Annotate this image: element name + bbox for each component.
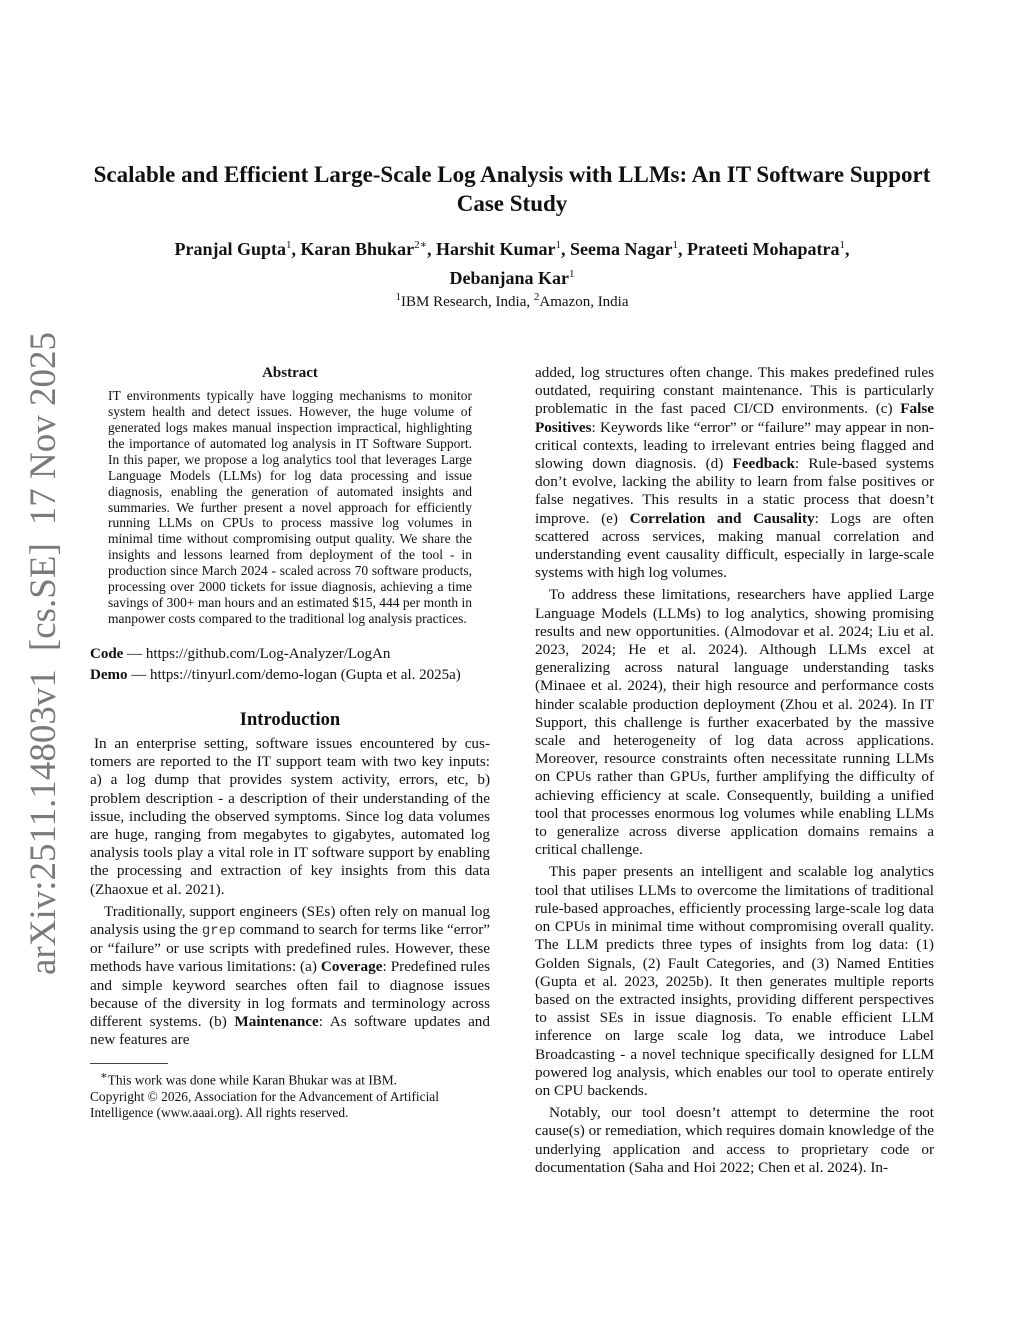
- arxiv-id: arXiv:2511.14803v1: [23, 669, 64, 975]
- grep-command: grep: [201, 923, 236, 940]
- author-name: Prateeti Mohapatra: [687, 239, 840, 259]
- code-link[interactable]: https://github.com/Log-Analyzer/LogAn: [145, 645, 391, 662]
- llm-paragraph: To address these limitations, researchers have applied Large Language Models (LLMs) to log analytics, showing promising results and new opportunities. (Almodovar et al. 2024; Liu et al. 2023, 2024; He et al. 2024). Although LLMs excel at generalizing across natural language understanding tasks (Minaee et al. 2024), their high resource and performance costs hinder scalable production deployment (Zhou et al. 2024). In IT Support, this challenge is further exacerbated by the massive scale and heterogeneity of log data across applications. Moreover, resource constraints often necessitate running LLMs on CPUs rather than GPUs, further amplifying the difficulty of achieving efficiency at scale. Consequently, building a unified tool that processes enormous log volumes while enabling LLMs to generalize across diverse application domains remains a critical challenge.: [535, 586, 934, 859]
- abstract-text: IT environments typically have logging mechanisms to monitor system health and detect issues. However, the huge volume of generated logs makes manual inspection impractical, highlighting the importance of automated log analysis in IT Software Support. In this paper, we propose a log analytics tool that leverages Large Language Models (LLMs) for log data processing and issue diagnosis, enabling the generation of automated insights and summaries. We further present a novel approach for efficiently running LLMs on CPUs to process massive log volumes in minimal time without compromising output quality. We share the insights and lessons learned from deployment of the tool - in production since March 2024 - scaled across 70 software products, processing over 2000 tickets for issue diagnosis, achieving a time savings of 300+ man hours and an estimated $15, 444 per month in manpower costs compared to the traditional log analysis practices.: [108, 388, 472, 626]
- intro-paragraph-1: In an enterprise setting, software issues encountered by customers are reported to the IT support team with two key inputs: a) a log dump that provides system activity, errors, etc, b) problem description - a description of their understanding of the issue, including the observed symptoms. Since log data volumes are huge, ranging from megabytes to gigabytes, automated log analysis tools play a vital role in IT software support by enabling the processing and extraction of key insights from this data (Zhaoxue et al. 2021).: [90, 735, 490, 898]
- footnotes: [90, 1068, 490, 1120]
- author-name: Karan Bhukar: [300, 239, 415, 259]
- author-name: Harshit Kumar: [436, 239, 556, 259]
- affiliations: $^1$IBM Research, India, $^2$Amazon, India: [395, 291, 629, 310]
- limitations-paragraph: added, log structures often change. This makes predefined rules outdated, requiring constant maintenance. This is particularly problematic in the fast paced CI/CD environments. (c) False Positives: Keywords like “error” or “failure” may appear in non-critical contexts, leading to irrelevant entries being flagged and slowing down diagnosis. (d) Feedback: Rule-based systems don’t evolve, lacking the ability to learn from false positives or false negatives. This results in a static process that doesn’t improve. (e) Correlation and Causality: Logs are often scattered across services, making manual correlation and understanding event causality difficult, especially in large-scale systems with high log volumes.: [535, 364, 935, 582]
- introduction-heading: Introduction: [239, 709, 341, 730]
- copyright-notice: Copyright © 2026, Association for the Advancement of Artificial Intelligence (www.aaai.org). All rights reserved.: [90, 1088, 439, 1120]
- left-column: [90, 362, 490, 1121]
- arxiv-side-stamp: [22, 331, 66, 975]
- author-list: Pranjal Gupta$^1$, Karan Bhukar$^{2∗}$, Harshit Kumar$^1$, Seema Nagar$^1$, Prateeti Mohapatra$^1$, Debanjana Kar$^1$: [174, 239, 850, 288]
- demo-link[interactable]: https://tinyurl.com/demo-logan (Gupta et al. 2025a): [150, 666, 461, 683]
- author-name: Debanjana Kar: [449, 268, 569, 288]
- abstract-heading: Abstract: [262, 365, 318, 381]
- author-name: Pranjal Gupta: [174, 239, 287, 259]
- demo-link-line: Demo — https://tinyurl.com/demo-logan (Gupta et al. 2025a): [90, 666, 461, 683]
- arxiv-date: 17 Nov 2025: [23, 331, 64, 526]
- footnote: ∗This work was done while Karan Bhukar was at IBM.: [100, 1070, 397, 1088]
- footnote-rule: [90, 1063, 168, 1064]
- right-column: [535, 364, 934, 1181]
- author-name: Seema Nagar: [570, 239, 673, 259]
- intro-paragraph-2: Traditionally, support engineers (SEs) often rely on manual log analysis using the grep command to search for terms like “error” or “failure” or use scripts with predefined rules. However, these methods have various limitations: (a) Coverage: Predefined rules and simple keyword searches often fail to diagnose issues because of the diversity in log formats and terminology across different systems. (b) Maintenance: As software updates and new features are: [90, 902, 490, 1049]
- code-link-line: Code — https://github.com/Log-Analyzer/LogAn: [90, 645, 391, 662]
- scope-paragraph: Notably, our tool doesn’t attempt to determine the root cause(s) or remediation, which requires domain knowledge of the underlying application and access to proprietary code or documentation (Saha and Hoi 2022; Chen et al. 2024). In-: [535, 1104, 934, 1176]
- arxiv-category: [cs.SE]: [23, 543, 64, 652]
- links-block: [90, 645, 490, 685]
- paper-title: Scalable and Efficient Large-Scale Log Analysis with LLMs: An IT Software Support Case Study: [93, 162, 931, 216]
- contribution-paragraph: This paper presents an intelligent and scalable log analytics tool that utilises LLMs to overcome the limitations of traditional rule-based approaches, efficiently processing large-scale log data on CPUs in minimal time without compromising overall quality. The LLM predicts three types of insights from log data: (1) Golden Signals, (2) Fault Categories, and (3) Named Entities (Gupta et al. 2023, 2025b). It then generates multiple reports based on the extracted insights, providing different perspectives to assist SEs in issue diagnosis. To enable efficient LLM inference on large scale log data, we introduce Label Broadcasting - a novel technique specifically designed for LLM powered log analysis, which enables our tool to operate entirely on CPU backends.: [535, 863, 934, 1099]
